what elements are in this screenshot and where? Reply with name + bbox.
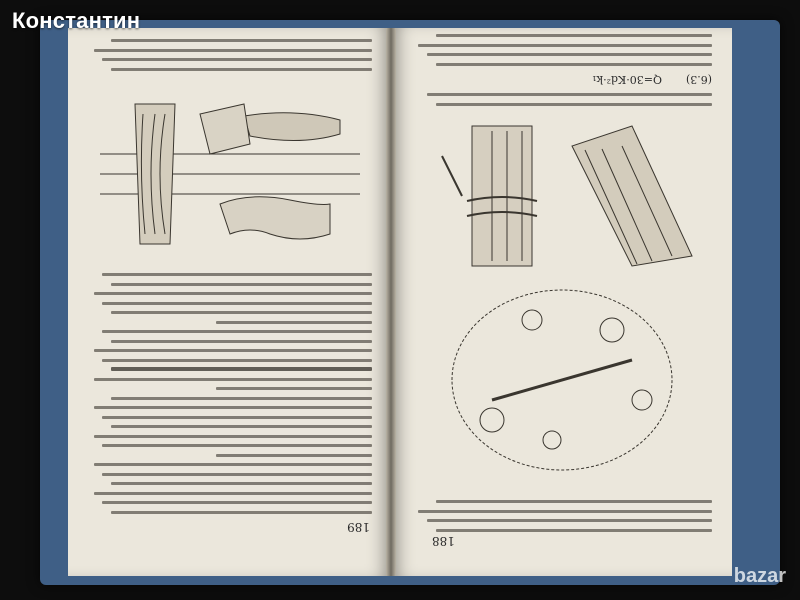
text-line (436, 103, 712, 106)
text-line (111, 511, 372, 514)
text-line (102, 502, 372, 505)
text-line (216, 454, 372, 457)
text-line (216, 321, 372, 324)
text-line (427, 54, 712, 57)
right-page-content (392, 28, 732, 576)
book-gutter (386, 28, 396, 576)
text-line (102, 473, 372, 476)
left-page (68, 28, 390, 576)
seller-label: Константин (12, 8, 141, 33)
text-line (418, 510, 712, 513)
text-line (111, 483, 372, 486)
text-line (102, 331, 372, 334)
text-line (94, 407, 372, 410)
text-line (418, 44, 712, 47)
text-line (94, 378, 372, 381)
text-line (102, 416, 372, 419)
text-line (111, 397, 372, 400)
watermark-logo: bazar (733, 565, 786, 587)
text-line (436, 501, 712, 504)
text-line (102, 59, 372, 62)
text-line (427, 520, 712, 523)
text-line (436, 529, 712, 532)
text-line (436, 35, 712, 38)
right-page (392, 28, 732, 576)
text-line (94, 293, 372, 296)
text-line (94, 492, 372, 495)
text-line (111, 283, 372, 286)
text-line (216, 388, 372, 391)
text-line (102, 445, 372, 448)
text-line (111, 368, 372, 372)
text-line (111, 40, 372, 43)
text-line (111, 312, 372, 315)
text-line (436, 63, 712, 66)
text-line (102, 359, 372, 362)
left-page-content (68, 28, 390, 576)
left-page-number: 189 (347, 520, 370, 534)
text-line (94, 435, 372, 438)
text-line (102, 274, 372, 277)
text-line (94, 49, 372, 52)
formula: Q=30·Kd²·k₁ (592, 73, 662, 86)
text-line (111, 68, 372, 71)
text-line (427, 94, 712, 97)
text-line (111, 426, 372, 429)
text-line (94, 464, 372, 467)
circle-diagram (432, 280, 692, 480)
formula-reference: (6.3) (685, 73, 712, 86)
text-line (102, 302, 372, 305)
right-page-number: 188 (432, 534, 455, 548)
log-bundle-illustration (412, 116, 712, 276)
timber-illustration (90, 84, 370, 254)
text-line (111, 340, 372, 343)
text-line (94, 350, 372, 353)
